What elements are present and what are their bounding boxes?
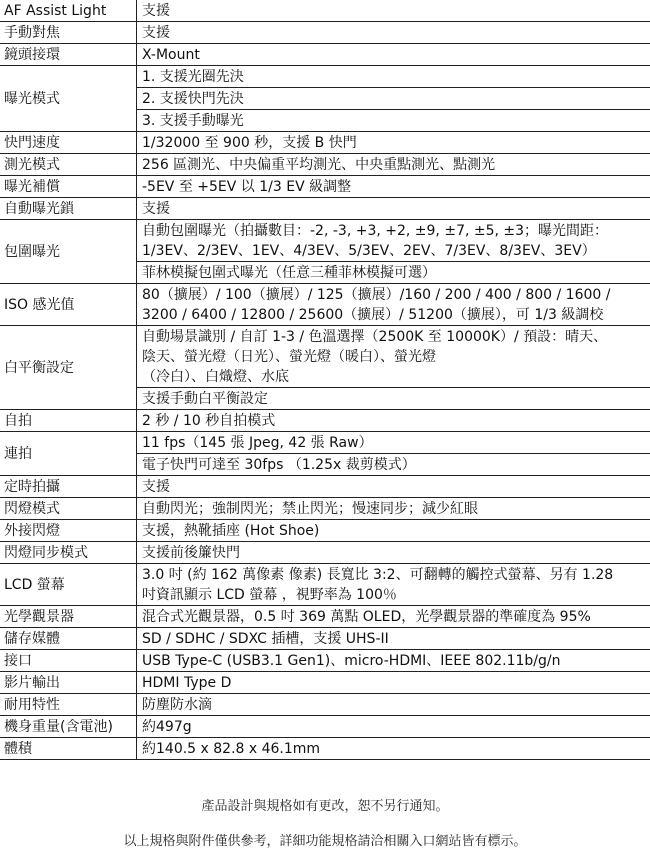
spec-label: 光學觀景器 [0, 606, 137, 628]
spec-label: 手動對焦 [0, 22, 137, 44]
spec-label: 快門速度 [0, 132, 137, 154]
spec-value-line: 1/3EV、2/3EV、1EV、4/3EV、5/3EV、2EV、7/3EV、8/3EV、3EV） [142, 243, 596, 259]
spec-value-line: 支援 [142, 3, 170, 19]
spec-value [137, 650, 650, 672]
footer-note-reference: 以上規格與附件僅供參考，詳細功能規格請洽相關入口網站皆有標示。 [123, 834, 527, 849]
spec-value-line: -5EV 至 +5EV 以 1/3 EV 級調整 [142, 179, 352, 195]
spec-label: 連拍 [0, 432, 137, 476]
spec-value [137, 44, 650, 66]
spec-label: 外接閃燈 [0, 520, 137, 542]
spec-value-line: 防塵防水滴 [142, 697, 212, 713]
spec-label: 自拍 [0, 410, 137, 432]
spec-row [0, 132, 650, 154]
spec-value [137, 694, 650, 716]
spec-label: 曝光補償 [0, 176, 137, 198]
spec-value-line: 1/32000 至 900 秒，支援 B 快門 [142, 135, 357, 151]
spec-label: 白平衡設定 [0, 326, 137, 410]
spec-value-line: 3.0 吋 (約 162 萬像素 像素) 長寬比 3:2、可翻轉的觸控式螢幕、另有 1.28 [142, 567, 614, 583]
spec-row [0, 284, 650, 326]
spec-label: LCD 螢幕 [0, 564, 137, 606]
spec-row [0, 22, 650, 44]
spec-value [137, 738, 650, 760]
spec-row [0, 198, 650, 220]
spec-value-line: 吋資訊顯示 LCD 螢幕 ，視野率為 100％ [142, 587, 397, 603]
spec-label: 接口 [0, 650, 137, 672]
spec-value-line: 支援前後簾快門 [142, 545, 240, 561]
spec-value-line: 自動包圍曝光（拍攝數目：-2, -3, +3, +2, ±9, ±7, ±5, ±3；曝光間距： [142, 223, 609, 239]
spec-value [137, 476, 650, 498]
spec-value-line: 11 fps（145 張 Jpeg, 42 張 Raw） [142, 435, 373, 451]
spec-value-line: SD / SDHC / SDXC 插槽，支援 UHS-II [142, 631, 389, 647]
footer-note-changes: 產品設計與規格如有更改，恕不另行通知。 [201, 799, 449, 814]
spec-value [137, 262, 650, 284]
spec-label: 閃燈同步模式 [0, 542, 137, 564]
spec-value [137, 672, 650, 694]
spec-label: 體積 [0, 738, 137, 760]
spec-value-line: 3. 支援手動曝光 [142, 113, 244, 129]
spec-label: 定時拍攝 [0, 476, 137, 498]
spec-row [0, 694, 650, 716]
spec-value-line: 電子快門可達至 30fps （1.25x 裁剪模式） [142, 457, 416, 473]
spec-value-line: X-Mount [142, 47, 200, 63]
spec-value-line: 菲林模擬包圍式曝光（任意三種菲林模擬可選） [142, 265, 436, 281]
spec-value-line: USB Type-C (USB3.1 Gen1)、micro-HDMI、IEEE 802.11b/g/n [142, 653, 561, 669]
spec-value-line: 3200 / 6400 / 12800 / 25600（擴展）/ 51200（擴展），可 1/3 級調校 [142, 307, 604, 323]
spec-value-line: 支援 [142, 201, 170, 217]
spec-value-line: 自動場景識別 / 自訂 1-3 / 色溫選擇（2500K 至 10000K）/ 預設：晴天、 [142, 329, 608, 345]
spec-value [137, 564, 650, 606]
spec-value [137, 198, 650, 220]
spec-row [0, 542, 650, 564]
spec-value-line: 混合式光觀景器，0.5 吋 369 萬點 OLED，光學觀景器的準確度為 95% [142, 609, 591, 625]
spec-value [137, 88, 650, 110]
spec-value-line: 256 區測光、中央偏重平均測光、中央重點測光、點測光 [142, 157, 496, 173]
spec-label: 鏡頭接環 [0, 44, 137, 66]
spec-row [0, 738, 650, 760]
spec-value-line: 約497g [142, 719, 192, 735]
spec-value [137, 284, 650, 326]
spec-row [0, 498, 650, 520]
spec-value [137, 326, 650, 388]
spec-value [137, 388, 650, 410]
spec-row [0, 650, 650, 672]
spec-label: AF Assist Light [0, 0, 137, 22]
spec-value [137, 628, 650, 650]
spec-label: ISO 感光值 [0, 284, 137, 326]
spec-label: 機身重量(含電池) [0, 716, 137, 738]
spec-row [0, 432, 650, 454]
spec-value-line: 陰天、螢光燈（日光）、螢光燈（暖白）、螢光燈 [142, 349, 436, 365]
spec-row [0, 606, 650, 628]
spec-row [0, 410, 650, 432]
spec-value-line: 80（擴展）/ 100（擴展）/ 125（擴展）/160 / 200 / 400 / 800 / 1600 / [142, 287, 611, 303]
spec-label: 耐用特性 [0, 694, 137, 716]
spec-value [137, 410, 650, 432]
spec-row [0, 564, 650, 606]
spec-label: 儲存媒體 [0, 628, 137, 650]
spec-value [137, 606, 650, 628]
spec-value [137, 132, 650, 154]
spec-value [137, 520, 650, 542]
spec-row [0, 326, 650, 388]
spec-value [137, 542, 650, 564]
spec-value [137, 0, 650, 22]
spec-value [137, 154, 650, 176]
spec-value-line: （冷白）、白熾燈、水底 [142, 369, 289, 385]
spec-label: 自動曝光鎖 [0, 198, 137, 220]
spec-row [0, 672, 650, 694]
spec-value [137, 454, 650, 476]
spec-label: 閃燈模式 [0, 498, 137, 520]
spec-label: 影片輸出 [0, 672, 137, 694]
spec-value-line: 2 秒 / 10 秒自拍模式 [142, 413, 276, 429]
spec-row [0, 716, 650, 738]
spec-row [0, 66, 650, 88]
spec-value-line: 支援 [142, 25, 170, 41]
spec-value-line: 支援，熱靴插座 (Hot Shoe) [142, 523, 320, 539]
spec-value [137, 498, 650, 520]
spec-value [137, 176, 650, 198]
spec-value [137, 22, 650, 44]
spec-value-line: 約140.5 x 82.8 x 46.1mm [142, 741, 321, 757]
spec-value-line: 1. 支援光圈先決 [142, 69, 244, 85]
spec-label: 測光模式 [0, 154, 137, 176]
spec-value [137, 220, 650, 262]
spec-row [0, 628, 650, 650]
spec-value [137, 110, 650, 132]
spec-row [0, 44, 650, 66]
spec-row [0, 476, 650, 498]
spec-row [0, 154, 650, 176]
spec-label: 包圍曝光 [0, 220, 137, 284]
spec-value-line: 2. 支援快門先決 [142, 91, 244, 107]
spec-value-line: 支援手動白平衡設定 [142, 391, 268, 407]
spec-value-line: 自動閃光；強制閃光；禁止閃光；慢速同步；減少紅眼 [142, 501, 478, 517]
spec-row [0, 0, 650, 22]
spec-label: 曝光模式 [0, 66, 137, 132]
spec-row [0, 176, 650, 198]
spec-row [0, 220, 650, 262]
spec-value-line: 支援 [142, 479, 170, 495]
spec-value [137, 432, 650, 454]
spec-value [137, 716, 650, 738]
spec-value [137, 66, 650, 88]
spec-row [0, 520, 650, 542]
spec-value-line: HDMI Type D [142, 675, 232, 691]
